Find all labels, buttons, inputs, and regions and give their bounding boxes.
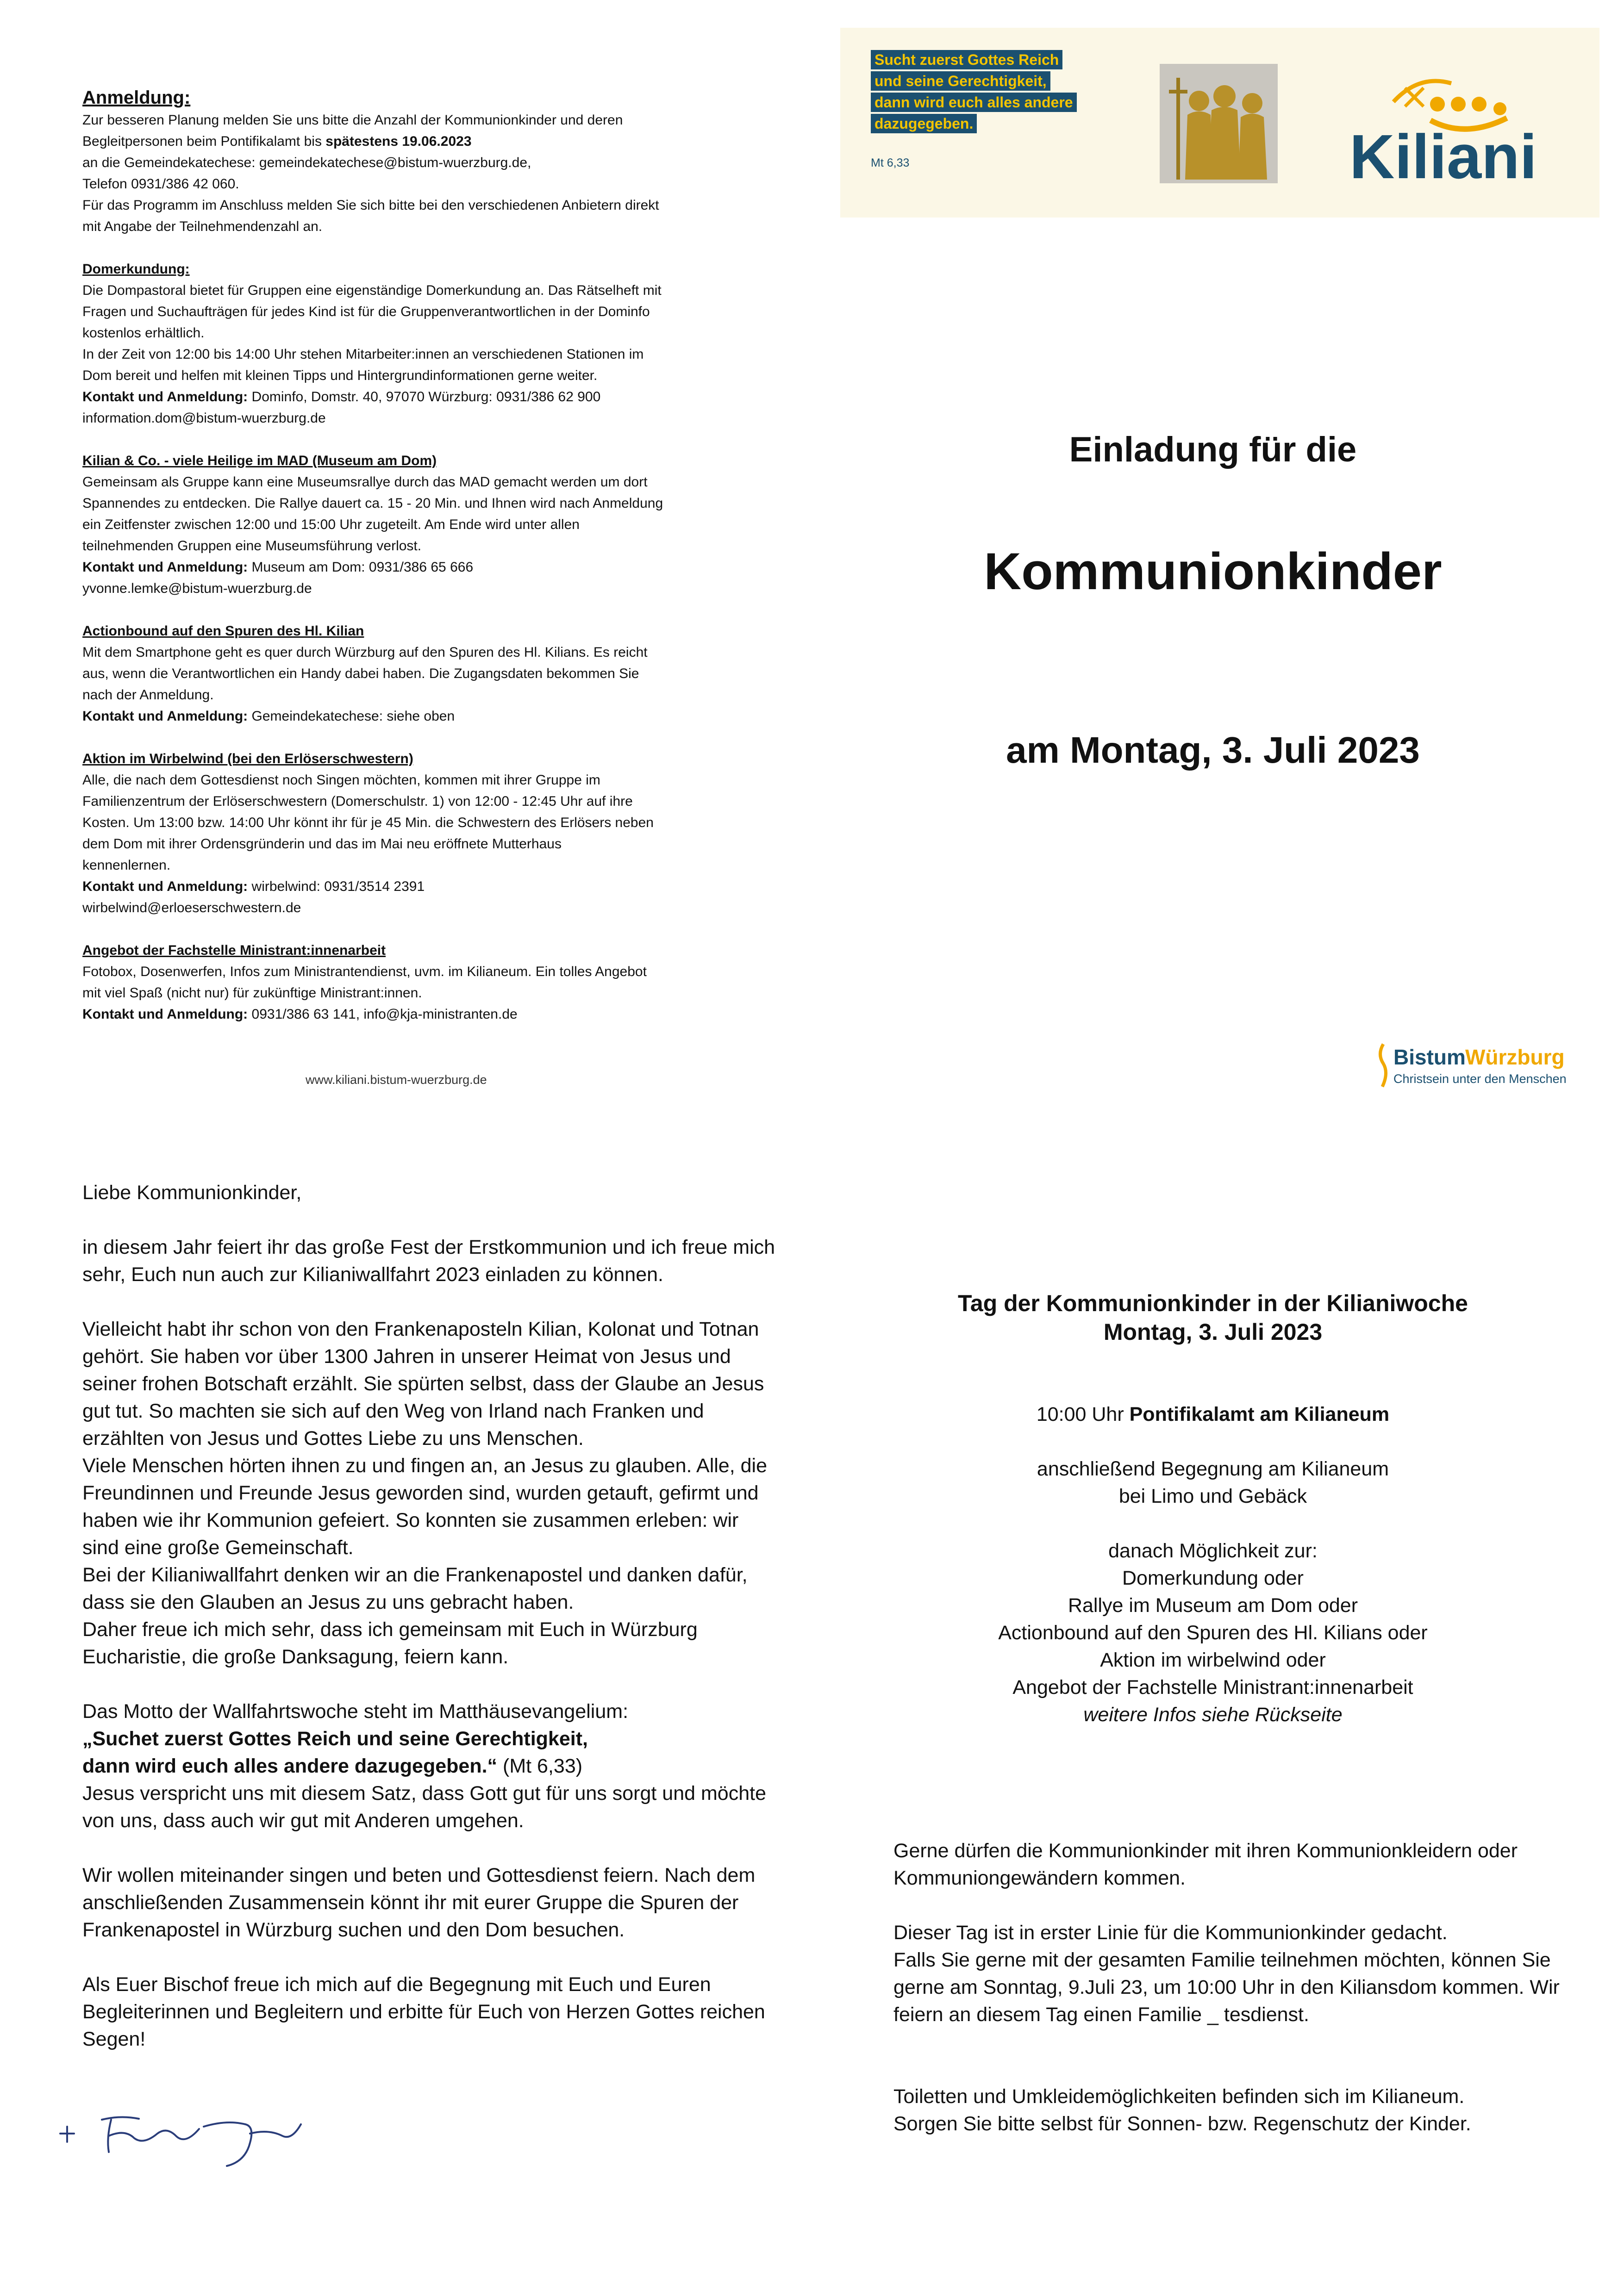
note-paragraph: Falls Sie gerne mit der gesamten Familie teilnehmen möchten, können Sie gerne am Sonntag, 9.Juli 23, um 10:00 Uhr in den Kiliansdom kommen. Wir feiern an diesem Tag einen Familie _ tesdienst. xyxy=(893,1949,1560,2026)
info-line: Dom bereit und helfen mit kleinen Tipps und Hintergrundinformationen gerne weiter. xyxy=(82,368,598,383)
motto-box xyxy=(871,50,1077,135)
letter-paragraph: Vielleicht habt ihr schon von den Frankenaposteln Kilian, Kolonat und Totnan gehört. Sie haben vor über 1300 Jahren in unserer Heimat von Jesus und seiner frohen Botschaft erzählt. Sie spürten selbst, dass der Glaube an Jesus gut tut. So machten sie sich auf den Weg von Irland nach Franken und erzählten von Jesus und Gottes Liebe zu uns Menschen. xyxy=(82,1318,764,1450)
info-line: mit viel Spaß (nicht nur) für zukünftige Ministrant:innen. xyxy=(82,985,422,1001)
motto-line: dazugegeben. xyxy=(871,114,977,133)
contact-label: Kontakt und Anmeldung: xyxy=(82,879,248,894)
contact-text: Gemeindekatechese: siehe oben xyxy=(248,709,455,724)
motto-reference: Mt 6,33 xyxy=(871,156,910,169)
section-wirbelwind xyxy=(82,748,754,919)
contact-label: Kontakt und Anmeldung: xyxy=(82,709,248,724)
bistum-city: Würzburg xyxy=(1465,1045,1565,1069)
letter-paragraph: Wir wollen miteinander singen und beten und Gottesdienst feiern. Nach dem anschließenden Zusammensein könnt ihr mit eurer Gruppe die Spuren der Frankenapostel in Würzburg suchen und den Dom besuchen. xyxy=(82,1864,756,1941)
program-option: Domerkundung oder xyxy=(1122,1567,1304,1589)
motto-quote xyxy=(82,1725,777,1753)
info-line: Kosten. Um 13:00 bzw. 14:00 Uhr könnt ihr für je 45 Min. die Schwestern des Erlösers neben xyxy=(82,815,654,830)
info-line: wirbelwind@erloeserschwestern.de xyxy=(82,900,301,915)
program-item: bei Limo und Gebäck xyxy=(1118,1485,1307,1507)
info-line: Telefon 0931/386 42 060. xyxy=(82,176,239,192)
info-line: Fotobox, Dosenwerfen, Infos zum Ministrantendienst, uvm. im Kilianeum. Ein tolles Angebot xyxy=(82,964,647,979)
info-line: Zur besseren Planung melden Sie uns bitte die Anzahl der Kommunionkinder und deren xyxy=(82,112,623,128)
letter-paragraph: Viele Menschen hörten ihnen zu und fingen an, an Jesus zu glauben. Alle, die Freundinnen und Freunde Jesus geworden sind, wurden getauft, gefirmt und haben wie ihr Kommunion gefeiert. So konnten sie zusammen erleben: wir sind eine große Gemeinschaft. xyxy=(82,1455,767,1559)
bistum-wuerzburg-logo xyxy=(1375,1040,1569,1091)
note-paragraph: Sorgen Sie bitte selbst für Sonnen- bzw. Regenschutz der Kinder. xyxy=(893,2113,1471,2135)
deadline: spätestens 19.06.2023 xyxy=(325,134,472,149)
motto-line: dann wird euch alles andere xyxy=(871,93,1077,112)
registration-info-column xyxy=(82,86,754,1046)
bistum-name: Bistum xyxy=(1393,1045,1466,1069)
note-paragraph: Toiletten und Umkleidemöglichkeiten befinden sich im Kilianeum. xyxy=(893,2085,1465,2108)
section-actionbound xyxy=(82,621,754,727)
info-line: Die Dompastoral bietet für Gruppen eine eigenständige Domerkundung an. Das Rätselheft mit xyxy=(82,283,662,298)
info-line: Fragen und Suchaufträgen für jedes Kind ist für die Gruppenverantwortlichen in der Dominfo xyxy=(82,304,650,319)
program-more-info xyxy=(884,1701,1542,1729)
program-item: danach Möglichkeit zur: xyxy=(1108,1540,1318,1562)
contact-line xyxy=(82,1004,754,1025)
website-url: www.kiliani.bistum-wuerzburg.de xyxy=(306,1073,487,1087)
contact-label: Kontakt und Anmeldung: xyxy=(82,560,248,575)
info-line: Familienzentrum der Erlöserschwestern (Domerschulstr. 1) von 12:00 - 12:45 Uhr auf ihre xyxy=(82,794,633,809)
program-meeting xyxy=(884,1456,1542,1510)
letter-paragraph-group xyxy=(82,1698,777,1835)
info-line: dem Dom mit ihrer Ordensgründerin und das im Mai neu eröffnete Mutterhaus xyxy=(82,836,562,852)
info-line: Alle, die nach dem Gottesdienst noch Singen möchten, kommen mit ihrer Gruppe im xyxy=(82,772,600,788)
program-date: Montag, 3. Juli 2023 xyxy=(1103,1319,1323,1345)
program-event: Pontifikalamt am Kilianeum xyxy=(1129,1403,1390,1425)
contact-line xyxy=(82,386,754,408)
invitation-title-main: Kommunionkinder xyxy=(984,542,1442,600)
letter-paragraph: Daher freue ich mich sehr, dass ich gemeinsam mit Euch in Würzburg Eucharistie, die große Danksagung, feiern kann. xyxy=(82,1618,698,1668)
section-domerkundung xyxy=(82,259,754,429)
saints-statue-image xyxy=(1160,64,1278,183)
motto-line: Sucht zuerst Gottes Reich xyxy=(871,50,1062,69)
section-heading: Angebot der Fachstelle Ministrant:innenarbeit xyxy=(82,943,386,958)
program-option: Actionbound auf den Spuren des Hl. Kilians oder xyxy=(998,1622,1428,1644)
program-item: anschließend Begegnung am Kilianeum xyxy=(1037,1458,1389,1480)
info-line: In der Zeit von 12:00 bis 14:00 Uhr stehen Mitarbeiter:innen an verschiedenen Stationen im xyxy=(82,347,644,362)
contact-label: Kontakt und Anmeldung: xyxy=(82,389,248,404)
invitation-title-line1: Einladung für die xyxy=(1069,430,1357,469)
section-kilian-mad xyxy=(82,450,754,599)
info-line: ein Zeitfenster zwischen 12:00 und 15:00 Uhr zugeteilt. Am Ende wird unter allen xyxy=(82,517,580,532)
program-time: 10:00 Uhr xyxy=(1036,1403,1130,1425)
contact-text: Museum am Dom: 0931/386 65 666 xyxy=(248,560,474,575)
section-ministranten xyxy=(82,940,754,1025)
info-text: Begleitpersonen beim Pontifikalamt bis xyxy=(82,134,326,149)
notes-box xyxy=(893,1837,1569,2138)
program-option: Angebot der Fachstelle Ministrant:innenarbeit xyxy=(1012,1676,1413,1699)
program-box xyxy=(884,1289,1542,1729)
info-line xyxy=(82,131,754,152)
contact-text: Dominfo, Domstr. 40, 97070 Würzburg: 0931/386 62 900 xyxy=(248,389,601,404)
program-option: Rallye im Museum am Dom oder xyxy=(1068,1594,1358,1617)
program-options xyxy=(884,1537,1542,1729)
info-line: yvonne.lemke@bistum-wuerzburg.de xyxy=(82,581,312,596)
contact-text: 0931/386 63 141, info@kja-ministranten.de xyxy=(248,1007,518,1022)
quote-line: dann wird euch alles andere dazugegeben.“ xyxy=(82,1755,498,1777)
section-heading: Anmeldung: xyxy=(82,87,191,108)
bishop-signature xyxy=(51,2101,310,2171)
note-group xyxy=(893,1919,1569,2028)
kiliani-banner xyxy=(840,28,1599,218)
program-item xyxy=(884,1401,1542,1428)
info-line: mit Angabe der Teilnehmendenzahl an. xyxy=(82,219,323,234)
motto-line: und seine Gerechtigkeit, xyxy=(871,71,1050,91)
letter-closing: Als Euer Bischof freue ich mich auf die Begegnung mit Euch und Euren Begleiterinnen und Begleitern und erbitte für Euch von Herzen Gottes reichen Segen! xyxy=(82,1973,765,2050)
section-anmeldung xyxy=(82,86,754,237)
contact-text: wirbelwind: 0931/3514 2391 xyxy=(248,879,425,894)
section-heading: Domerkundung: xyxy=(82,261,190,277)
program-option: Aktion im wirbelwind oder xyxy=(1100,1649,1326,1671)
info-line: nach der Anmeldung. xyxy=(82,687,214,703)
more-info-text: weitere Infos siehe Rückseite xyxy=(1083,1704,1343,1726)
contact-line xyxy=(82,557,754,578)
invitation-date: am Montag, 3. Juli 2023 xyxy=(1006,729,1420,771)
info-line: kennenlernen. xyxy=(82,858,171,873)
letter-paragraph: Jesus verspricht uns mit diesem Satz, dass Gott gut für uns sorgt und möchte von uns, dass auch wir gut mit Anderen umgehen. xyxy=(82,1782,766,1832)
bistum-tagline: Christsein unter den Menschen xyxy=(1393,1072,1567,1086)
letter-salutation: Liebe Kommunionkinder, xyxy=(82,1182,302,1204)
contact-label: Kontakt und Anmeldung: xyxy=(82,1007,248,1022)
kiliani-logo xyxy=(1349,69,1567,185)
section-heading: Actionbound auf den Spuren des Hl. Kilian xyxy=(82,623,364,639)
info-line: Mit dem Smartphone geht es quer durch Würzburg auf den Spuren des Hl. Kilians. Es reicht xyxy=(82,645,648,660)
note-paragraph: Dieser Tag ist in erster Linie für die Kommunionkinder gedacht. xyxy=(893,1922,1448,1944)
letter-paragraph: Das Motto der Wallfahrtswoche steht im Matthäusevangelium: xyxy=(82,1700,629,1723)
section-heading: Kilian & Co. - viele Heilige im MAD (Museum am Dom) xyxy=(82,453,437,468)
info-line: an die Gemeindekatechese: gemeindekatechese@bistum-wuerzburg.de, xyxy=(82,155,531,170)
quote-line: „Suchet zuerst Gottes Reich und seine Gerechtigkeit, xyxy=(82,1728,588,1750)
bishop-letter xyxy=(82,1179,777,2080)
program-heading: Tag der Kommunionkinder in der Kilianiwoche xyxy=(958,1290,1468,1316)
info-line: Für das Programm im Anschluss melden Sie sich bitte bei den verschiedenen Anbietern direkt xyxy=(82,198,659,213)
note-paragraph: Gerne dürfen die Kommunionkinder mit ihren Kommunionkleidern oder Kommuniongewändern kommen. xyxy=(893,1840,1518,1889)
info-line: Spannendes zu entdecken. Die Rallye dauert ca. 15 - 20 Min. und Ihnen wird nach Anmeldung xyxy=(82,496,663,511)
quote-reference: (Mt 6,33) xyxy=(497,1755,583,1777)
info-line: kostenlos erhältlich. xyxy=(82,325,205,341)
info-line: information.dom@bistum-wuerzburg.de xyxy=(82,411,326,426)
program-mass xyxy=(884,1401,1542,1428)
section-heading: Aktion im Wirbelwind (bei den Erlöserschwestern) xyxy=(82,751,413,766)
letter-paragraph: in diesem Jahr feiert ihr das große Fest der Erstkommunion und ich freue mich sehr, Euch nun auch zur Kilianiwallfahrt 2023 einladen zu können. xyxy=(82,1236,775,1286)
kiliani-logo-text: Kiliani xyxy=(1349,122,1537,185)
contact-line xyxy=(82,876,754,897)
info-line: teilnehmenden Gruppen eine Museumsführung verlost. xyxy=(82,538,422,554)
letter-paragraph-group xyxy=(82,1316,777,1671)
info-line: Gemeinsam als Gruppe kann eine Museumsrallye durch das MAD gemacht werden um dort xyxy=(82,474,648,490)
letter-paragraph: Bei der Kilianiwallfahrt denken wir an die Frankenapostel und danken dafür, dass sie den Glauben an Jesus zu uns gebracht haben. xyxy=(82,1564,748,1613)
contact-line xyxy=(82,706,754,727)
motto-quote xyxy=(82,1753,777,1780)
note-group xyxy=(893,2083,1569,2138)
info-line: aus, wenn die Verantwortlichen ein Handy dabei haben. Die Zugangsdaten bekommen Sie xyxy=(82,666,639,681)
